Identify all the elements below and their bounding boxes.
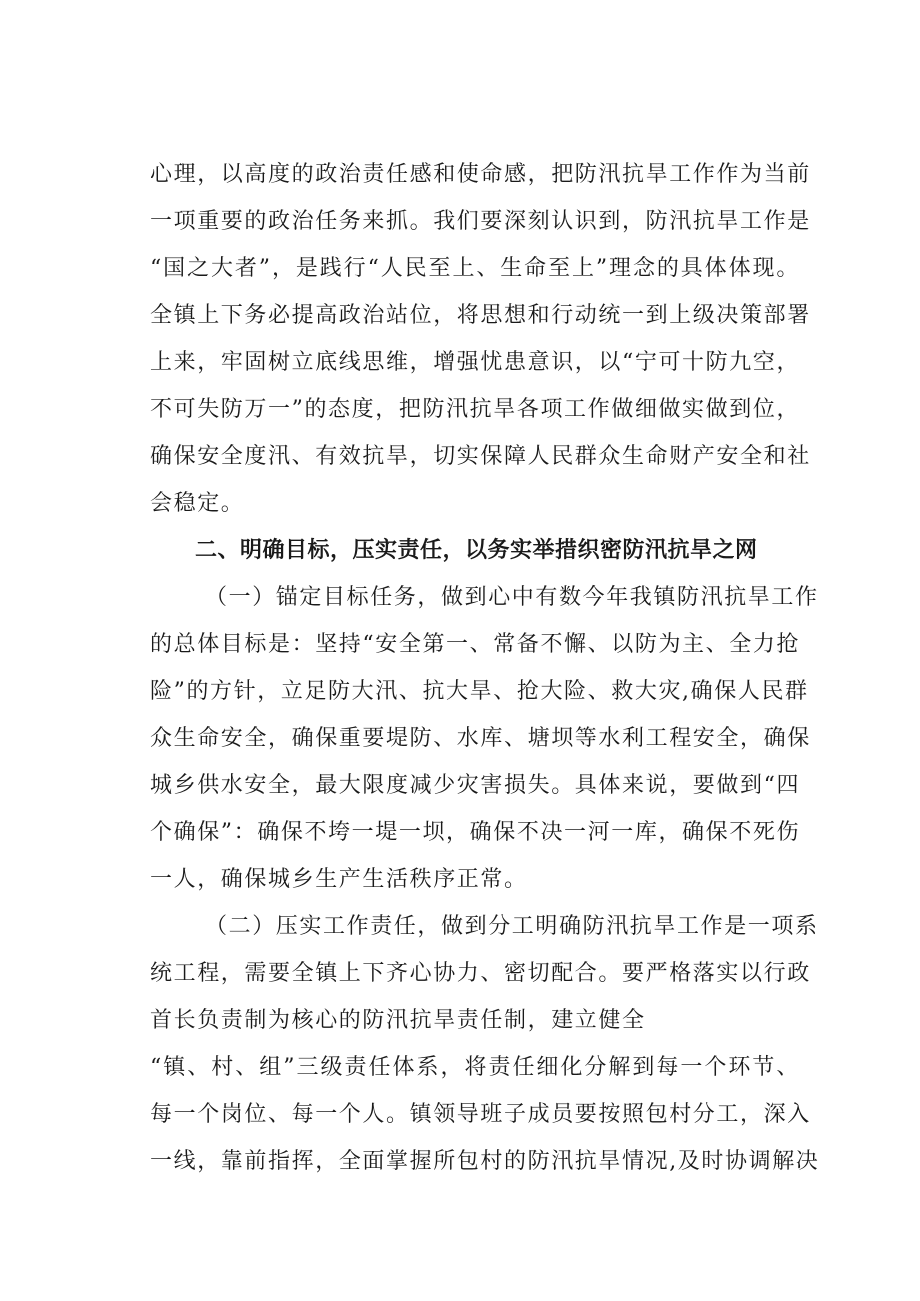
- para1-line-2: 一项重要的政治任务来抓。我们要深刻认识到，防汛抗旱工作是: [150, 209, 811, 234]
- para2-line-6: 个确保”：确保不垮一堤一坝，确保不决一河一库，确保不死伤: [150, 820, 801, 845]
- para3-line-1: （二）压实工作责任，做到分工明确防汛抗旱工作是一项系: [205, 914, 819, 939]
- para2-line-7: 一人，确保城乡生产生活秩序正常。: [150, 867, 528, 892]
- para3-line-3: 首长负责制为核心的防汛抗旱责任制，建立健全: [150, 1008, 646, 1033]
- para1-line-1: 心理，以高度的政治责任感和使命感，把防汛抗旱工作作为当前: [150, 162, 811, 187]
- para2-line-2: 的总体目标是：坚持“安全第一、常备不懈、以防为主、全力抢: [150, 632, 801, 657]
- para2-line-5: 城乡供水安全，最大限度减少灾害损失。具体来说，要做到“四: [150, 773, 801, 798]
- para1-line-4: 全镇上下务必提高政治站位，将思想和行动统一到上级决策部署: [150, 303, 811, 328]
- para1-line-5: 上来，牢固树立底线思维，增强忧患意识，以“宁可十防九空，: [150, 350, 801, 375]
- para2-line-3: 险”的方针，立足防大汛、抗大旱、抢大险、救大灾,确保人民群: [150, 679, 809, 704]
- para3-line-6: 一线，靠前指挥，全面掌握所包村的防汛抗旱情况,及时协调解决: [150, 1149, 820, 1174]
- para3-line-4: “镇、村、组”三级责任体系，将责任细化分解到每一个环节、: [150, 1055, 800, 1080]
- para2-line-4: 众生命安全，确保重要堤防、水库、塘坝等水利工程安全，确保: [150, 726, 811, 751]
- para1-line-6: 不可失防万一”的态度，把防汛抗旱各项工作做细做实做到位，: [150, 397, 801, 422]
- section-heading-2: 二、明确目标，压实责任，以务实举措织密防汛抗旱之网: [195, 538, 758, 563]
- para2-line-1: （一）锚定目标任务，做到心中有数今年我镇防汛抗旱工作: [205, 585, 819, 610]
- para1-line-8: 会稳定。: [150, 491, 245, 516]
- para1-line-3: “国之大者”，是践行“人民至上、生命至上”理念的具体体现。: [150, 256, 800, 281]
- para3-line-2: 统工程，需要全镇上下齐心协力、密切配合。要严格落实以行政: [150, 961, 811, 986]
- para3-line-5: 每一个岗位、每一个人。镇领导班子成员要按照包村分工，深入: [150, 1102, 811, 1127]
- para1-line-7: 确保安全度汛、有效抗旱，切实保障人民群众生命财产安全和社: [150, 444, 811, 469]
